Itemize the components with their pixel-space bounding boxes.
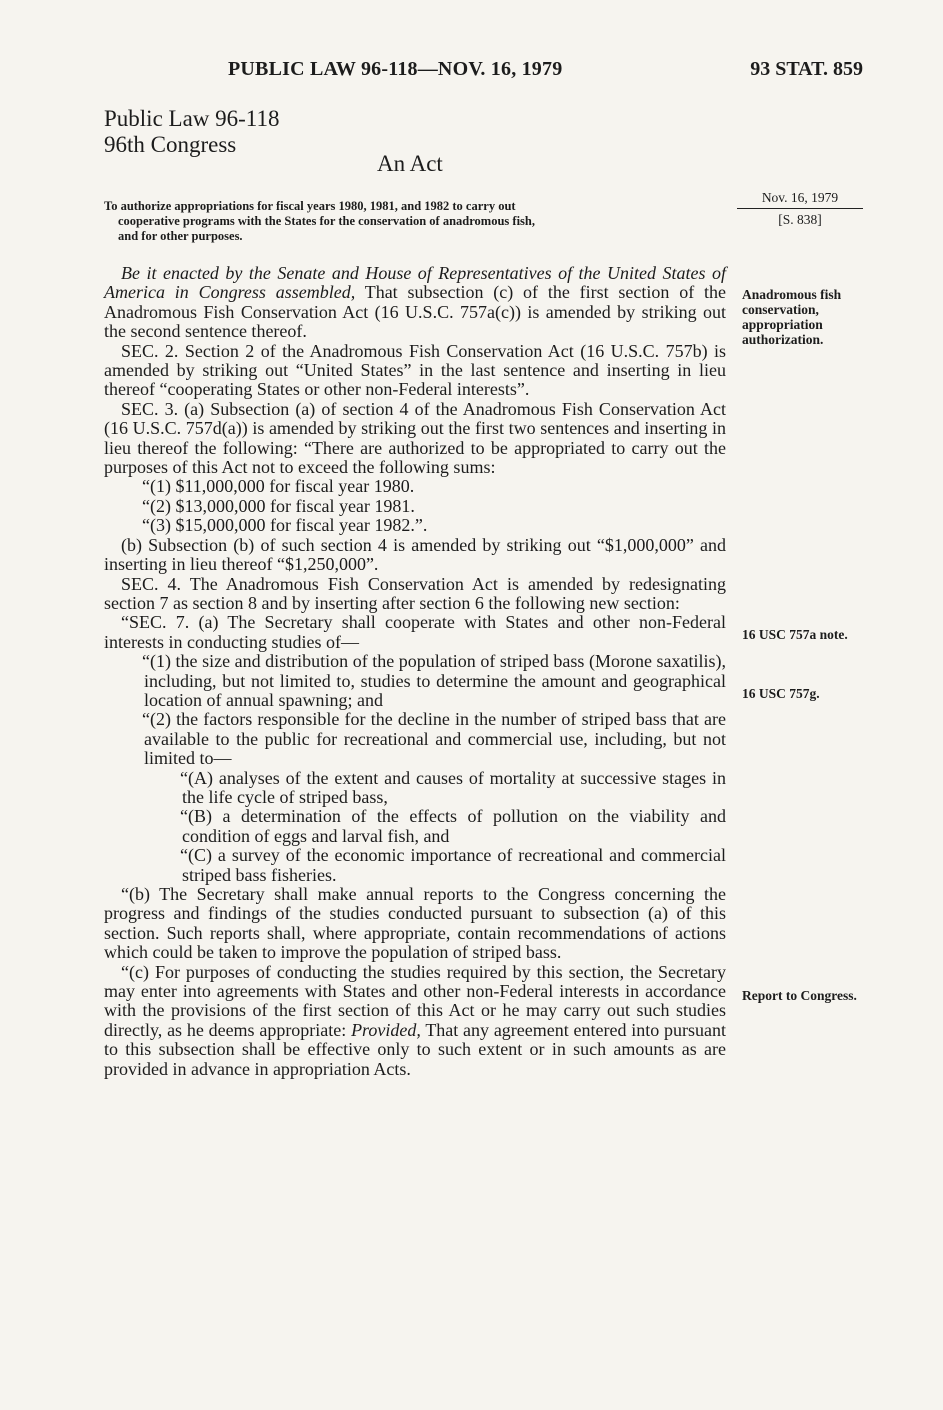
side-note-report: Report to Congress. <box>742 988 857 1003</box>
stat-page-number: 93 STAT. 859 <box>750 58 863 80</box>
section-7c-proviso: Provided, <box>351 1019 421 1040</box>
senate-bill-number: [S. 838] <box>778 212 822 227</box>
study-item-b: “(B) a determination of the effects of pollution on the viability and condition of eggs and larval fish, and <box>180 806 726 846</box>
purpose-clause <box>104 199 724 244</box>
enacting-rest: That subsection (c) of the first section of the Anadromous Fish Conservation Act (16 U.S.C. 757a(c)) is amended by striking out the second sentence thereof. <box>104 282 727 342</box>
section-3b: (b) Subsection (b) of such section 4 is amended by striking out “$1,000,000” and inserting in lieu thereof “$1,250,000”. <box>104 534 726 575</box>
section-4: SEC. 4. The Anadromous Fish Conservation Act is amended by redesignating section 7 as section 8 and by inserting after section 6 the following new section: <box>104 573 726 613</box>
section-7c-part-1: “(c) For purposes of conducting the studies required by this section, the Secretary may enter into agreements with States and other non-Federal interests in accordance with the provisions of the first section of this Act or he may carry out such studies directly, as he deems appropriate: <box>104 961 726 1040</box>
side-note-757a: 16 USC 757a note. <box>742 627 848 642</box>
purpose-line-2: cooperative programs with the States for the conservation of anadromous fish, <box>118 214 535 228</box>
margin-date-block <box>737 190 863 228</box>
enacting-clause <box>104 264 726 342</box>
new-section-7c <box>104 963 726 1079</box>
purpose-line-1: To authorize appropriations for fiscal years 1980, 1981, and 1982 to carry out <box>104 199 516 213</box>
statute-body <box>104 264 726 1079</box>
study-item-2: “(2) the factors responsible for the decline in the number of striped bass that are available to the public for recreational and commercial use, including, but not limited to— <box>142 709 726 769</box>
sum-fy1982: “(3) $15,000,000 for fiscal year 1982.”. <box>142 515 428 536</box>
running-head-title: PUBLIC LAW 96-118—NOV. 16, 1979 <box>228 58 563 80</box>
purpose-line-3: and for other purposes. <box>118 229 243 243</box>
act-title: An Act <box>377 151 443 176</box>
sum-fy1981: “(2) $13,000,000 for fiscal year 1981. <box>142 495 415 516</box>
study-item-a: “(A) analyses of the extent and causes of mortality at successive stages in the life cycle of striped bass, <box>180 767 726 807</box>
section-3a: SEC. 3. (a) Subsection (a) of section 4 of the Anadromous Fish Conservation Act (16 U.S.C. 757d(a)) is amended by striking out the first two sentences and inserting in lieu thereof the following: “There are authorized to be appropriated to carry out the purposes of this Act not to exceed the following sums: <box>104 398 726 478</box>
new-section-7a: “SEC. 7. (a) The Secretary shall cooperate with States and other non-Federal interests in conducting studies of— <box>104 612 726 652</box>
side-note-anadromous: Anadromous fish conservation, appropriation authorization. <box>742 287 842 347</box>
public-law-number: Public Law 96-118 <box>104 106 280 131</box>
margin-rule <box>737 208 863 209</box>
congress-number: 96th Congress <box>104 132 237 157</box>
study-item-c: “(C) a survey of the economic importance of recreational and commercial striped bass fisheries. <box>180 845 726 885</box>
running-head <box>0 58 943 86</box>
section-2: SEC. 2. Section 2 of the Anadromous Fish Conservation Act (16 U.S.C. 757b) is amended by striking out “United States” in the last sentence and inserting in lieu thereof “cooperating States or other non-Federal interests”. <box>104 340 726 400</box>
study-item-1: “(1) the size and distribution of the population of striped bass (Morone saxatilis), including, but not limited to, studies to determine the amount and geographical location of annual spawning; and <box>142 651 726 710</box>
sum-fy1980: “(1) $11,000,000 for fiscal year 1980. <box>142 476 415 497</box>
enacting-italic: Be it enacted by the Senate and House of Representatives of the United States of America in Congress assembled, <box>104 263 726 303</box>
new-section-7b: “(b) The Secretary shall make annual reports to the Congress concerning the progress and findings of the studies conducted pursuant to subsection (a) of this section. Such reports shall, where appropriate, contain recommendations of actions which could be taken to improve the population of striped bass. <box>104 884 726 963</box>
section-7c-part-2: That any agreement entered into pursuant to this subsection shall be effective only to such extent or in such amounts as are provided in advance in appropriation Acts. <box>104 1019 727 1079</box>
enactment-date: Nov. 16, 1979 <box>761 190 839 205</box>
law-designation <box>104 106 279 158</box>
side-note-757g: 16 USC 757g. <box>742 686 820 701</box>
